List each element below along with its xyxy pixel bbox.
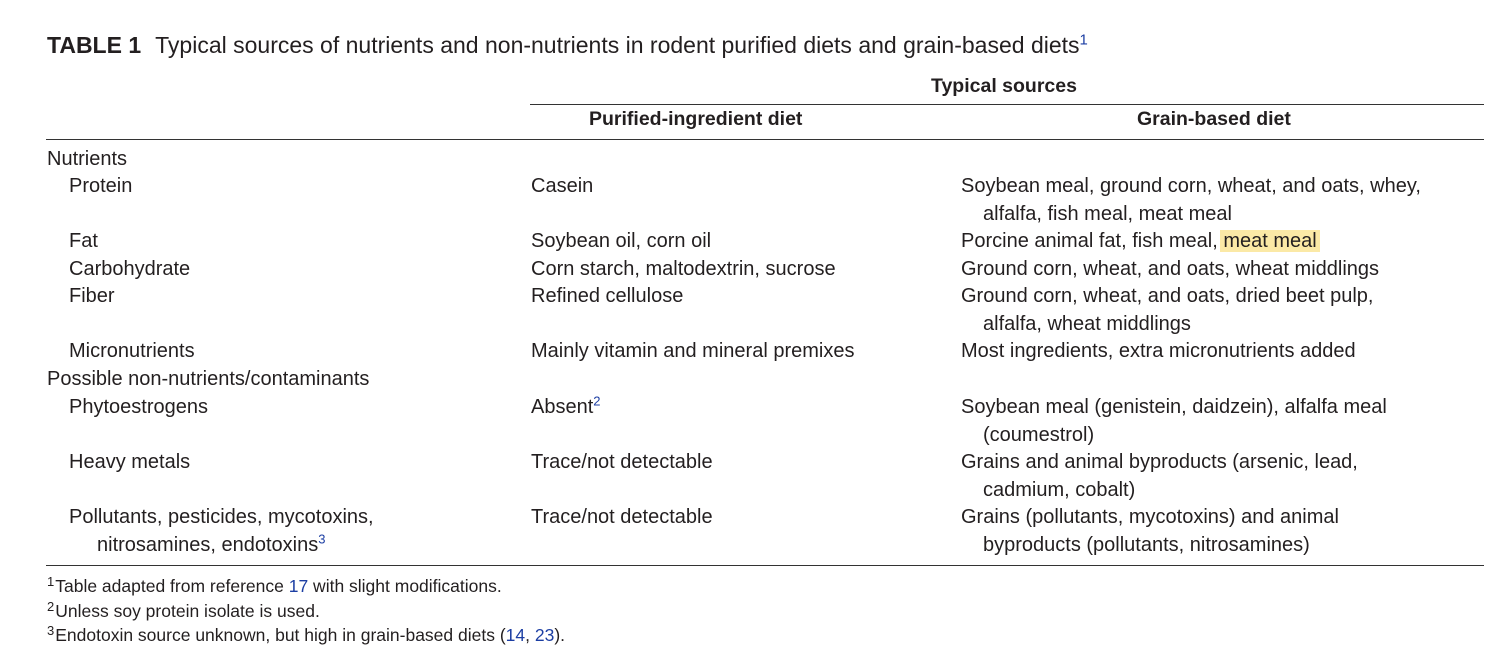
cell-grain-line1: Grains and animal byproducts (arsenic, lead, — [961, 451, 1358, 473]
row-label: Phytoestrogens — [69, 396, 208, 418]
cell-grain — [961, 394, 1387, 449]
footnote-number: 3 — [47, 623, 55, 638]
footnote-ref[interactable]: 3 — [318, 530, 326, 546]
group-header: Typical sources — [931, 75, 1077, 97]
row-label: Heavy metals — [69, 451, 191, 473]
row-label: Protein — [69, 175, 133, 197]
footnote-text: with slight modifications. — [308, 576, 502, 596]
cell-grain — [961, 283, 1374, 338]
col-header-grain: Grain-based diet — [1137, 108, 1291, 130]
table-title — [47, 32, 1088, 59]
section-heading: Nutrients — [47, 148, 128, 170]
cell-purified: Trace/not detectable — [531, 506, 713, 528]
table-caption: Typical sources of nutrients and non-nutrients in rodent purified diets and grain-based diets — [155, 32, 1080, 58]
cell-grain-line1: Grains (pollutants, mycotoxins) and animal — [961, 506, 1339, 528]
cell-grain — [961, 449, 1358, 504]
cell-grain-line1: Soybean meal (genistein, daidzein), alfalfa meal — [961, 396, 1387, 418]
title-footnote-ref[interactable]: 1 — [1079, 31, 1088, 49]
cell-grain-line1: Soybean meal, ground corn, wheat, and oats, whey, — [961, 175, 1421, 197]
highlighted-text[interactable]: meat meal — [1220, 230, 1319, 252]
cell-grain-line2: alfalfa, fish meal, meat meal — [983, 202, 1232, 225]
footnote-text: Unless soy protein isolate is used. — [55, 601, 320, 621]
cell-grain: Most ingredients, extra micronutrients added — [961, 340, 1356, 362]
cell-purified: Refined cellulose — [531, 285, 684, 307]
cell-purified: Soybean oil, corn oil — [531, 230, 712, 252]
row-label-line1: Pollutants, pesticides, mycotoxins, — [69, 506, 374, 528]
cell-purified — [531, 394, 601, 422]
row-label: Fat — [69, 230, 98, 252]
row-label — [69, 504, 374, 559]
cell-grain-line2: cadmium, cobalt) — [983, 478, 1136, 501]
row-label-line2-text: nitrosamines, endotoxins — [97, 533, 319, 556]
footnote-text: , — [525, 625, 535, 645]
cell-purified-text: Absent — [531, 396, 594, 418]
cell-grain-line2: alfalfa, wheat middlings — [983, 312, 1191, 335]
cell-grain-line1: Porcine animal fat, fish meal, — [961, 230, 1218, 252]
footnote-ref[interactable]: 2 — [593, 393, 601, 409]
table-bottom-rule — [46, 565, 1484, 566]
header-rule — [46, 139, 1484, 140]
group-header-rule — [530, 104, 1484, 105]
cell-grain-line2: (coumestrol) — [983, 423, 1095, 446]
cell-grain — [961, 228, 1317, 256]
reference-link[interactable]: 23 — [534, 625, 555, 645]
cell-grain — [961, 173, 1421, 228]
footnote-text: Table adapted from reference — [55, 576, 289, 596]
cell-grain — [961, 504, 1339, 559]
reference-link[interactable]: 17 — [288, 576, 309, 596]
cell-purified: Mainly vitamin and mineral premixes — [531, 340, 855, 362]
footnote-number: 2 — [47, 599, 55, 614]
cell-purified: Casein — [531, 175, 594, 197]
footnote-3 — [47, 623, 565, 646]
cell-grain-line1: Ground corn, wheat, and oats, dried beet pulp, — [961, 285, 1374, 307]
section-heading: Possible non-nutrients/contaminants — [47, 368, 370, 390]
reference-link[interactable]: 14 — [505, 625, 526, 645]
row-label: Carbohydrate — [69, 258, 191, 280]
footnote-text: ). — [554, 625, 566, 645]
cell-purified: Trace/not detectable — [531, 451, 713, 473]
cell-grain-line2: byproducts (pollutants, nitrosamines) — [983, 533, 1310, 556]
row-label-line2 — [69, 532, 374, 560]
cell-grain: Ground corn, wheat, and oats, wheat middlings — [961, 258, 1380, 280]
footnote-2 — [47, 599, 320, 622]
col-header-purified: Purified-ingredient diet — [589, 108, 803, 130]
cell-purified: Corn starch, maltodextrin, sucrose — [531, 258, 836, 280]
row-label: Fiber — [69, 285, 115, 307]
table-label: TABLE 1 — [47, 32, 142, 58]
row-label: Micronutrients — [69, 340, 195, 362]
footnote-1 — [47, 574, 502, 597]
footnote-text: Endotoxin source unknown, but high in grain-based diets ( — [55, 625, 506, 645]
footnote-number: 1 — [47, 574, 55, 589]
